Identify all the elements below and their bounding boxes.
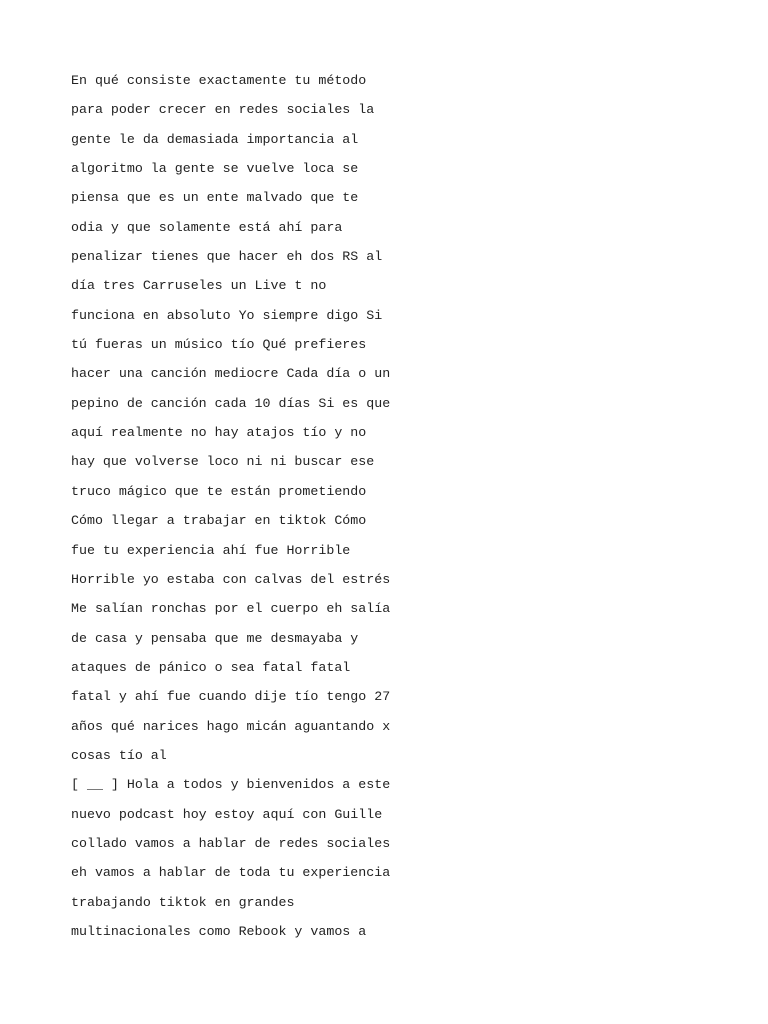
text-line: fue tu experiencia ahí fue Horrible [71, 542, 351, 558]
text-line: piensa que es un ente malvado que te [71, 190, 359, 206]
text-line: En qué consiste exactamente tu método [71, 73, 367, 88]
text-line: odia y que solamente está ahí para [71, 219, 343, 235]
text-line: Cómo llegar a trabajar en tiktok Cómo [71, 513, 367, 529]
text-line: trabajando tiktok en grandes [71, 894, 295, 910]
text-line: años qué narices hago micán aguantando x [71, 718, 391, 734]
text-line: penalizar tienes que hacer eh dos RS al [71, 249, 383, 265]
text-line: Horrible yo estaba con calvas del estrés [71, 571, 391, 587]
text-line: hay que volverse loco ni ni buscar ese [71, 454, 375, 470]
text-line: fatal y ahí fue cuando dije tío tengo 27 [71, 689, 391, 705]
text-line: tú fueras un músico tío Qué prefieres [71, 337, 367, 353]
text-line: para poder crecer en redes sociales la [71, 102, 375, 118]
text-line: pepino de canción cada 10 días Si es que [71, 395, 391, 411]
text-line: truco mágico que te están prometiendo [71, 483, 367, 499]
text-line: aquí realmente no hay atajos tío y no [71, 425, 367, 441]
text-line: Me salían ronchas por el cuerpo eh salía [71, 601, 391, 617]
text-line: multinacionales como Rebook y vamos a [71, 923, 367, 939]
text-line: hacer una canción mediocre Cada día o un [71, 366, 391, 382]
text-line: algoritmo la gente se vuelve loca se [71, 161, 359, 177]
text-line: nuevo podcast hoy estoy aquí con Guille [71, 806, 383, 822]
text-line: día tres Carruseles un Live t no [71, 278, 327, 294]
text-line: eh vamos a hablar de toda tu experiencia [71, 865, 391, 881]
text-line: gente le da demasiada importancia al [71, 131, 359, 147]
text-line: collado vamos a hablar de redes sociales [71, 835, 391, 851]
transcript-text [71, 66, 711, 946]
text-line: cosas tío al [71, 747, 167, 763]
text-line: ataques de pánico o sea fatal fatal [71, 659, 351, 675]
text-line: de casa y pensaba que me desmayaba y [71, 630, 359, 646]
text-line: funciona en absoluto Yo siempre digo Si [71, 307, 383, 323]
text-line: [ __ ] Hola a todos y bienvenidos a este [71, 777, 391, 793]
